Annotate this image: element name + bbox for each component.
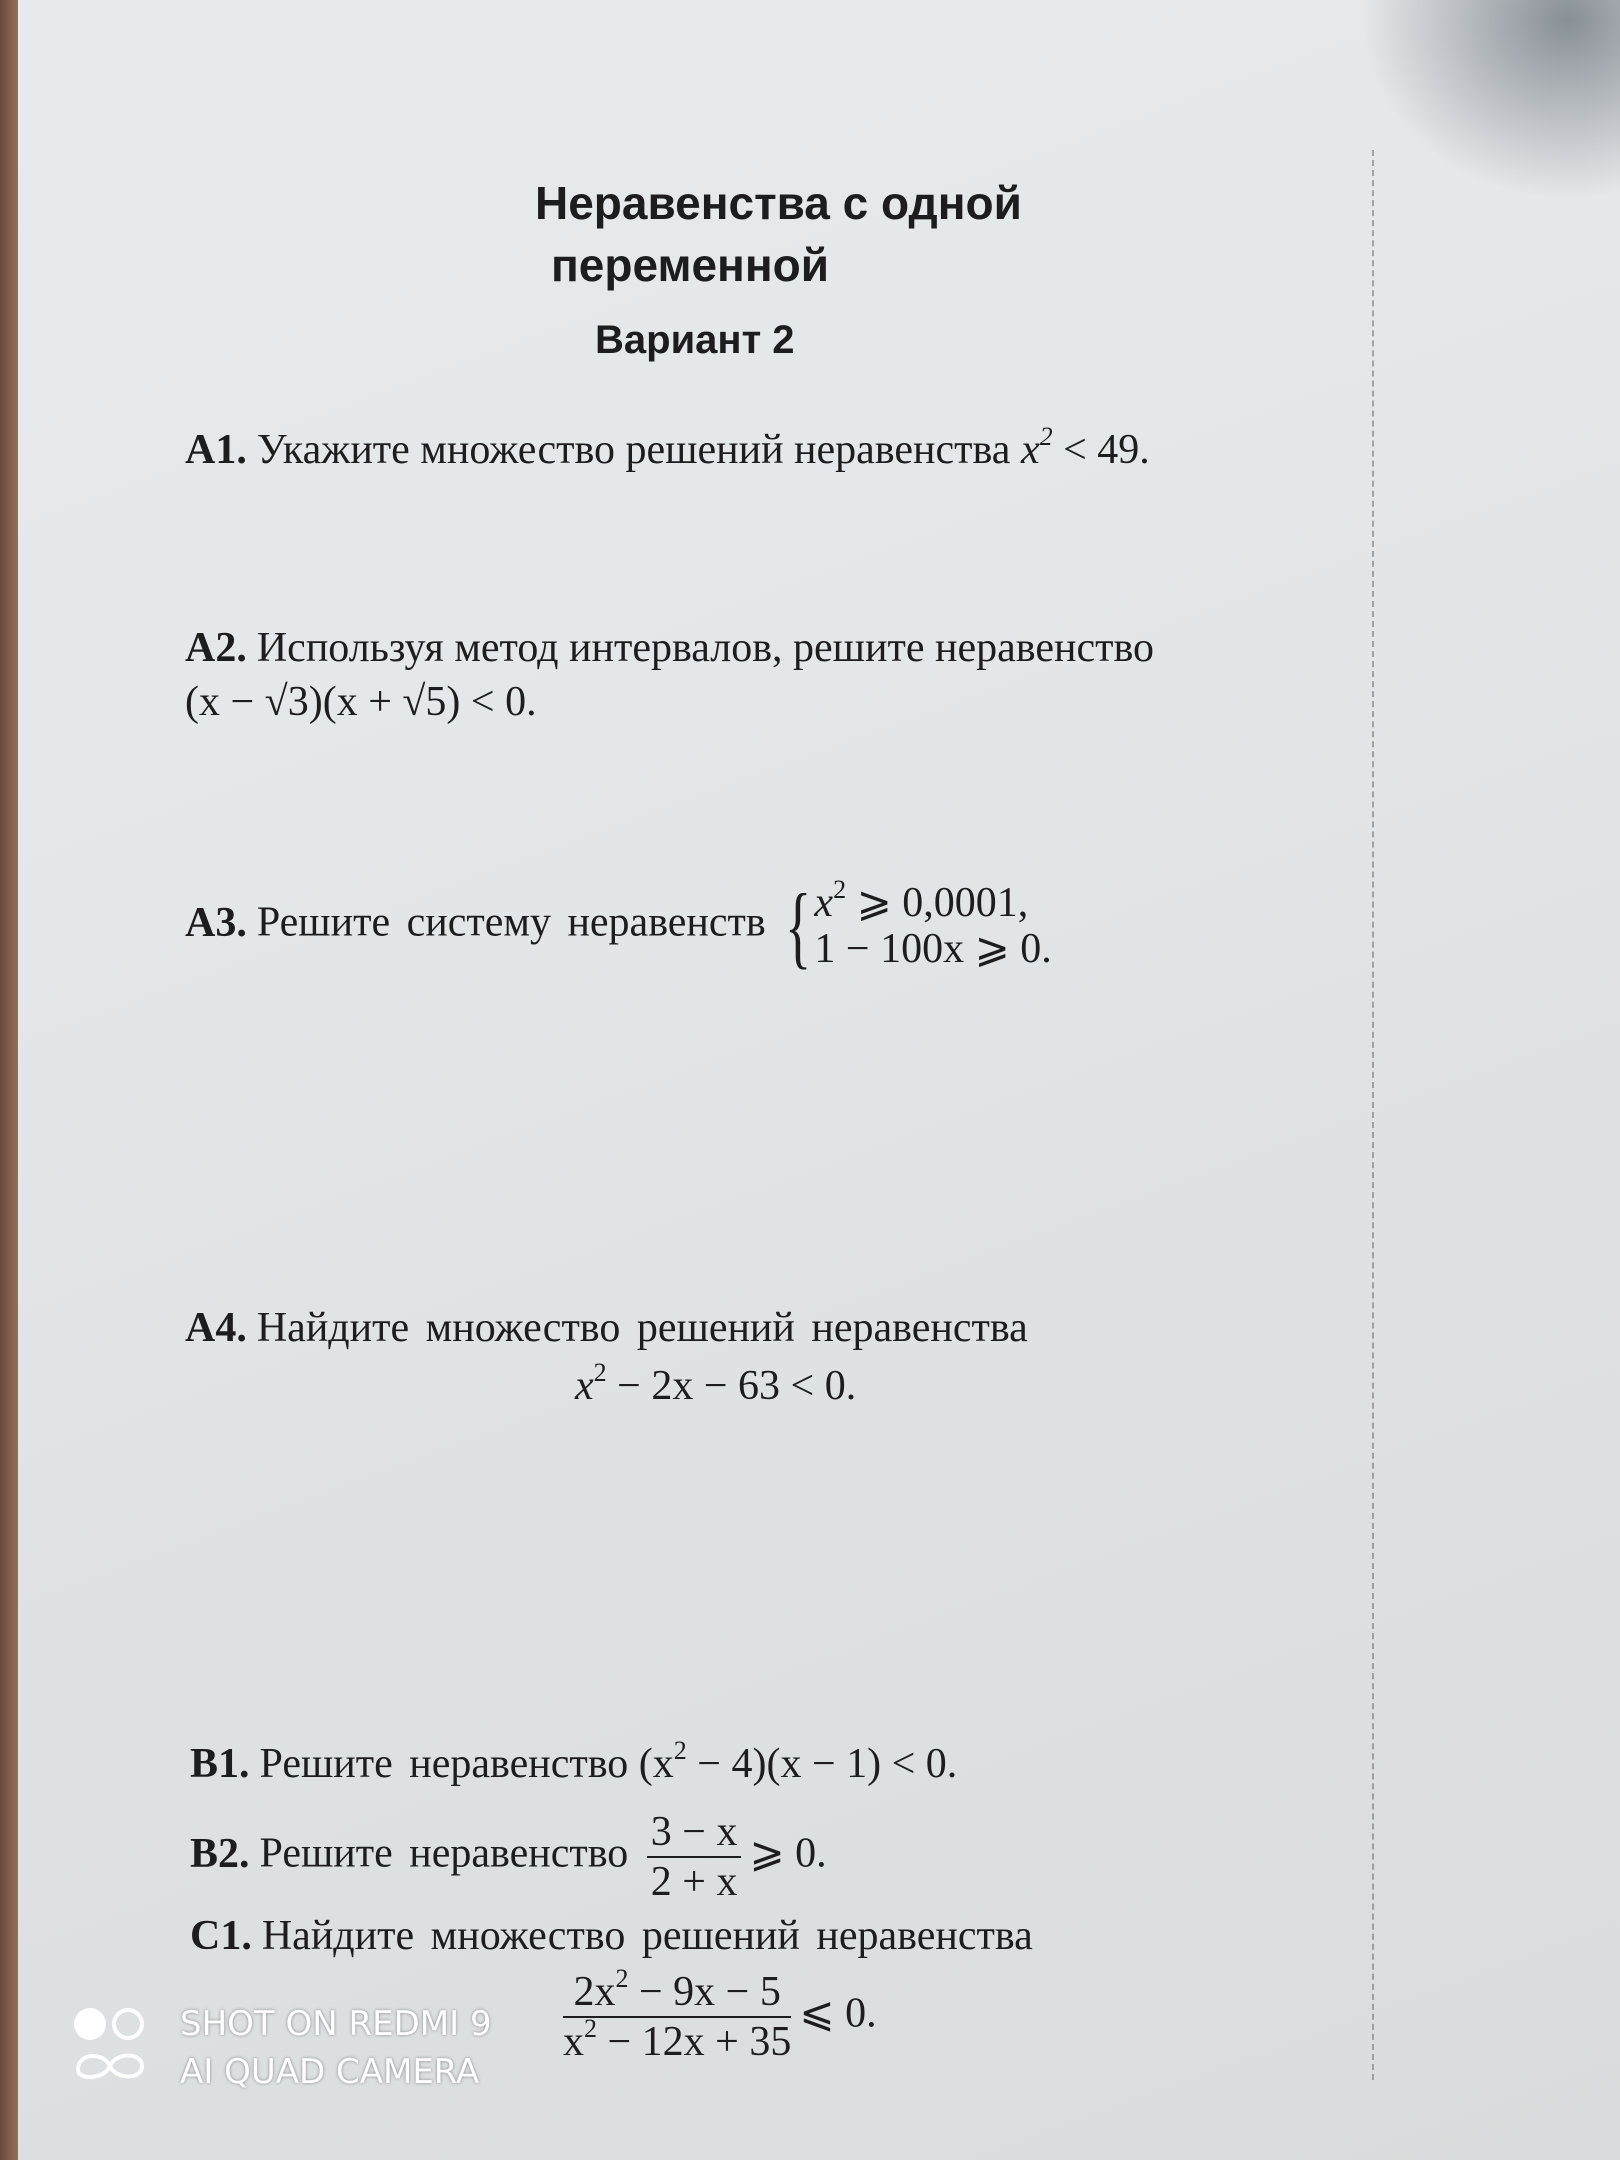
question-text: Решите систему неравенств: [256, 899, 766, 946]
math-expression: (x − √3)(x + √5) < 0.: [185, 679, 537, 725]
variant-heading: Вариант 2: [595, 318, 795, 362]
question-label: А4.: [185, 1305, 247, 1351]
question-label: А3.: [185, 899, 247, 946]
question-label: С1.: [190, 1913, 252, 1959]
question-a2: [185, 622, 1154, 674]
inequality-system: { $x^2$ ⩾ 0,0001, 1 − 100x ⩾ 0.: [785, 875, 1052, 977]
brace-icon: {: [785, 875, 812, 977]
question-label: А2.: [185, 625, 247, 671]
question-text: Решите неравенство: [259, 1741, 629, 1787]
question-b1: [190, 1738, 957, 1790]
corner-shadow: [1360, 0, 1620, 200]
title-line-2: переменной: [551, 239, 829, 291]
question-a4: [185, 1302, 1028, 1354]
question-c1: [190, 1910, 1033, 1962]
question-text: Укажите множество решений неравенства: [256, 427, 1011, 473]
question-a1: А1. Укажите множество решений неравенства $x^2 < 49$.: [185, 422, 1150, 473]
question-label: В1.: [190, 1741, 250, 1787]
question-a2-expression: [185, 676, 537, 728]
question-label: В2.: [190, 1830, 250, 1877]
question-b2: В2. Решите неравенство $\frac{3 - x}{2 + x}$ ⩾ 0.: [190, 1809, 827, 1905]
math-expression: $(x^2 - 4)(x - 1) < 0$.: [638, 1736, 958, 1787]
question-text: Используя метод интервалов, решите неравенство: [256, 625, 1154, 671]
question-text: Решите неравенство: [259, 1830, 629, 1877]
question-c1-expression: $\frac{2x^2 - 9x - 5}{x^2 - 12x + 35}$ ⩽ 0.: [563, 1964, 877, 2065]
fraction: $\frac{3 - x}{2 + x}$: [647, 1808, 742, 1906]
question-a4-expression: $x^2 - 2x - 63 < 0$.: [575, 1358, 857, 1409]
fraction: $\frac{2x^2 - 9x - 5}{x^2 - 12x + 35}$: [563, 1964, 792, 2065]
question-label: А1.: [185, 427, 247, 473]
camera-logo-icon: [70, 2000, 150, 2090]
math-expression: $x^2$: [1020, 422, 1053, 473]
question-text: Найдите множество решений неравенства: [256, 1305, 1028, 1351]
cut-line: [1372, 150, 1374, 2080]
question-text: Найдите множество решений неравенства: [261, 1913, 1033, 1959]
question-a3: [185, 875, 1052, 977]
watermark-text: SHOT ON REDMI 9 AI QUAD CAMERA: [180, 2004, 492, 2092]
title-line-1: Неравенства с одной: [535, 177, 1022, 229]
page-title: [535, 172, 1155, 296]
